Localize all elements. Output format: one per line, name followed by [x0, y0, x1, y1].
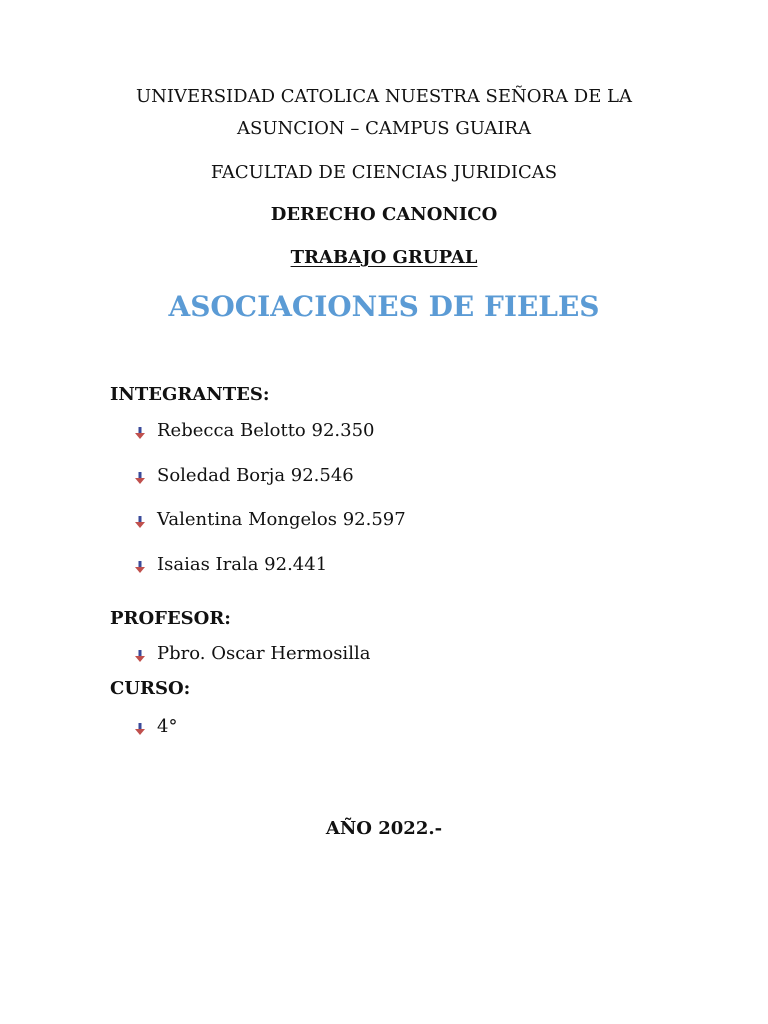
members-heading: INTEGRANTES: [110, 384, 270, 405]
course-value: 4° [157, 716, 178, 737]
university-name-line2: ASUNCION – CAMPUS GUAIRA [237, 118, 531, 139]
university-name-line1: UNIVERSIDAD CATOLICA NUESTRA SEÑORA DE LA [135, 86, 633, 107]
professor-heading: PROFESOR: [110, 608, 231, 629]
member-name: Soledad Borja 92.546 [157, 465, 354, 486]
arrow-bullet-icon [133, 515, 147, 529]
member-list-item [133, 465, 354, 486]
professor-list-item [133, 643, 370, 664]
arrow-bullet-icon [133, 426, 147, 440]
faculty-name: FACULTAD DE CIENCIAS JURIDICAS [210, 162, 558, 183]
course-list-item [133, 716, 177, 737]
document-title: ASOCIACIONES DE FIELES [168, 290, 600, 323]
member-name: Rebecca Belotto 92.350 [157, 420, 375, 441]
member-list-item [133, 420, 374, 441]
year-footer: AÑO 2022.- [325, 818, 443, 839]
member-name: Valentina Mongelos 92.597 [157, 509, 406, 530]
professor-name: Pbro. Oscar Hermosilla [157, 643, 371, 664]
member-name: Isaias Irala 92.441 [157, 554, 328, 575]
work-type: TRABAJO GRUPAL [290, 247, 478, 268]
arrow-bullet-icon [133, 649, 147, 663]
arrow-bullet-icon [133, 722, 147, 736]
member-list-item [133, 509, 406, 530]
arrow-bullet-icon [133, 560, 147, 574]
subject-title: DERECHO CANONICO [270, 204, 498, 225]
member-list-item [133, 554, 327, 575]
arrow-bullet-icon [133, 471, 147, 485]
course-heading: CURSO: [110, 678, 191, 699]
